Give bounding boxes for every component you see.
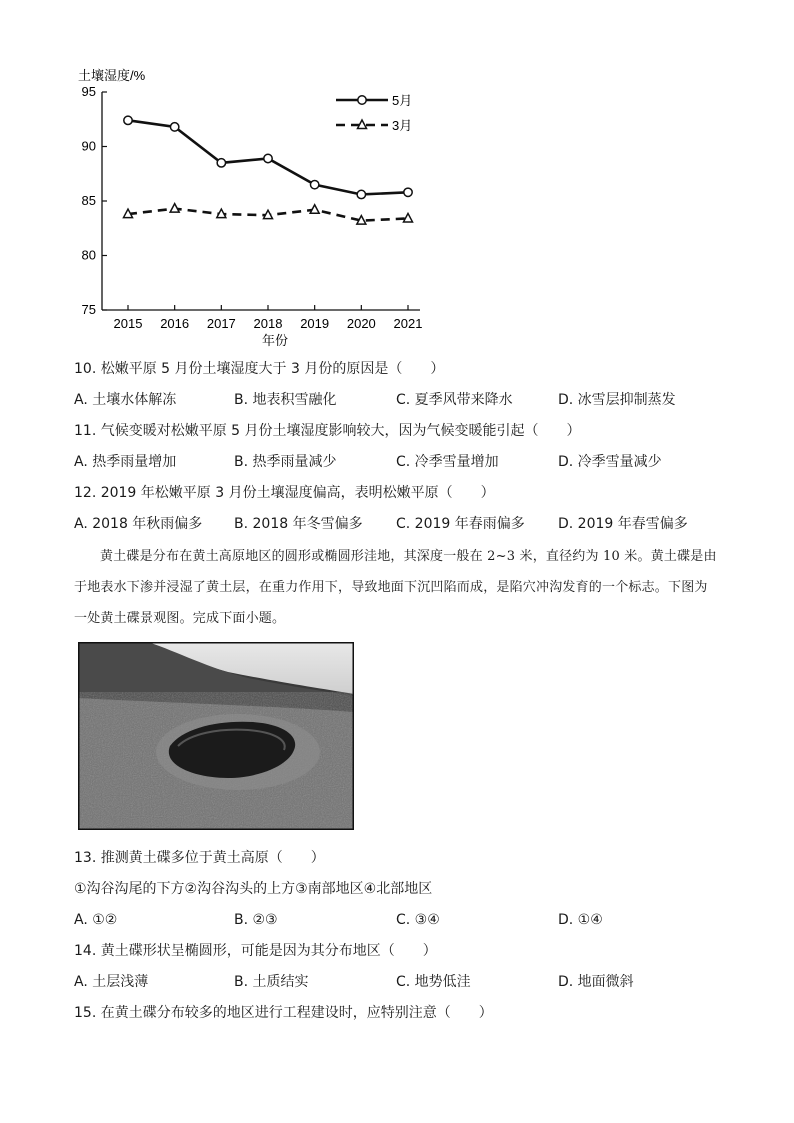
x-tick-label: 2016 [160,316,190,331]
x-tick-label: 2021 [393,316,423,331]
q11-option-c[interactable]: C. 冷季雪量增加 [396,454,499,470]
y-tick-label: 95 [81,84,96,99]
question-12-options [74,515,714,535]
q13-option-d[interactable]: D. ①④ [558,912,603,928]
y-tick-label: 90 [81,138,96,154]
circle-point [170,123,178,131]
q11-option-b[interactable]: B. 热季雨量减少 [234,454,337,470]
loess-dish-passage: 黄土碟是分布在黄土高原地区的圆形或椭圆形洼地，其深度一般在 2~3 米，直径约为 10 米。黄土碟是由于地表水下渗并浸湿了黄土层，在重力作用下，导致地面下沉凹陷而成，是陷穴冲沟发育的一个标志。下图为一处黄土碟景观图。完成下面小题。 [74,549,717,626]
soil-moisture-line-chart [70,60,450,360]
x-tick-label: 2020 [346,316,376,331]
question-11-options [74,453,714,473]
circle-point [124,116,132,124]
q13-option-a[interactable]: A. ①② [74,912,118,928]
circle-point [357,190,365,198]
x-axis-label: 年份 [261,333,289,348]
question-11-stem: 11. 气候变暖对松嫩平原 5 月份土壤湿度影响较大，因为气候变暖能引起（ ） [74,423,581,439]
question-14-stem: 14. 黄土碟形状呈椭圆形，可能是因为其分布地区（ ） [74,943,437,959]
circle-point [404,188,412,196]
question-10-options [74,391,714,411]
chart-legend [336,93,412,133]
y-axis-label: 土壤湿度/% [78,68,146,83]
q10-option-c[interactable]: C. 夏季风带来降水 [396,392,513,408]
legend-label: 5月 [392,93,413,108]
q11-option-a[interactable]: A. 热季雨量增加 [74,454,177,470]
q11-option-d[interactable]: D. 冷季雪量减少 [558,454,662,470]
x-tick-label: 2018 [253,316,283,331]
q14-option-d[interactable]: D. 地面微斜 [558,974,634,990]
q12-option-a[interactable]: A. 2018 年秋雨偏多 [74,516,203,532]
x-tick-label: 2019 [300,316,330,331]
loess-dish-photo [78,642,354,830]
q12-option-c[interactable]: C. 2019 年春雨偏多 [396,516,525,532]
question-10-stem: 10. 松嫩平原 5 月份土壤湿度大于 3 月份的原因是（ ） [74,361,445,377]
x-tick-label: 2017 [206,316,236,331]
q10-option-d[interactable]: D. 冰雪层抑制蒸发 [558,392,676,408]
circle-point [358,96,366,104]
q13-option-c[interactable]: C. ③④ [396,912,440,928]
circle-point [310,180,318,188]
y-tick-label: 85 [81,193,96,208]
chart-series [124,116,413,224]
x-tick-label: 2015 [113,316,143,331]
q10-option-a[interactable]: A. 土壤水体解冻 [74,392,177,408]
q12-option-b[interactable]: B. 2018 年冬雪偏多 [234,516,363,532]
question-13-statements: ①沟谷沟尾的下方②沟谷沟头的上方③南部地区④北部地区 [74,881,433,897]
q14-option-c[interactable]: C. 地势低洼 [396,974,471,990]
triangle-point [404,213,413,222]
question-13-stem: 13. 推测黄土碟多位于黄土高原（ ） [74,850,325,866]
q12-option-d[interactable]: D. 2019 年春雪偏多 [558,516,688,532]
q14-option-b[interactable]: B. 土质结实 [234,974,309,990]
question-12-stem: 12. 2019 年松嫩平原 3 月份土壤湿度偏高，表明松嫩平原（ ） [74,485,495,501]
question-14-options [74,973,714,993]
y-tick-label: 75 [81,302,96,317]
circle-point [217,159,225,167]
circle-point [264,154,272,162]
legend-label: 3月 [392,118,413,133]
q10-option-b[interactable]: B. 地表积雪融化 [234,392,337,408]
question-15-stem: 15. 在黄土碟分布较多的地区进行工程建设时，应特别注意（ ） [74,1005,493,1021]
q13-option-b[interactable]: B. ②③ [234,912,278,928]
question-13-options [74,911,714,931]
y-tick-label: 80 [81,247,96,263]
q14-option-a[interactable]: A. 土层浅薄 [74,974,149,990]
